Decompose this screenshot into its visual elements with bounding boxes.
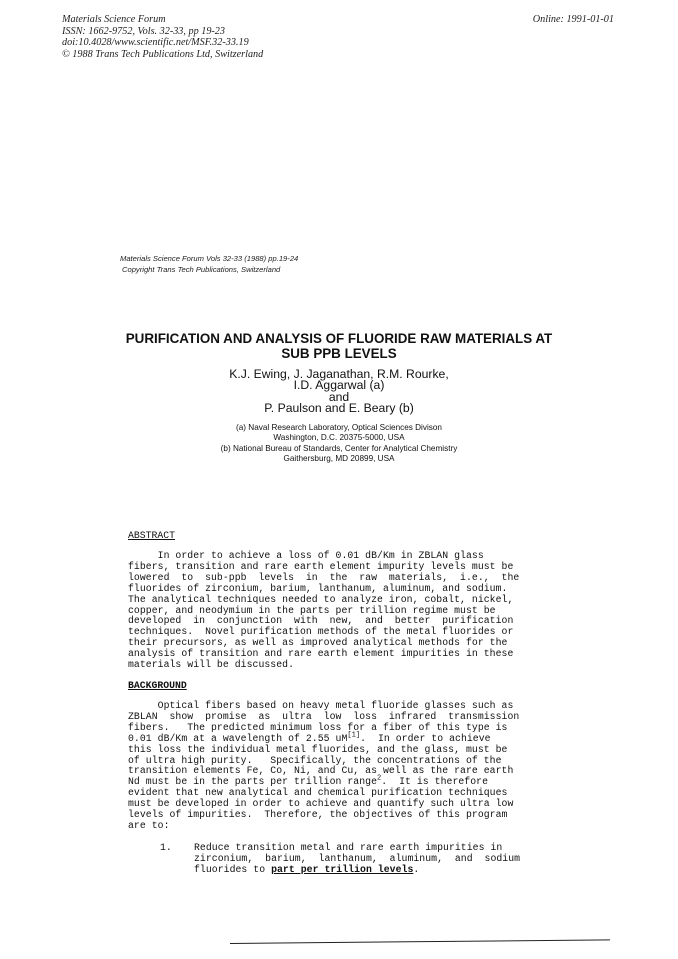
background-line: fibers. The predicted minimum loss for a fiber of this type is: [128, 721, 508, 733]
affiliation-b-line1: (b) National Bureau of Standards, Center for Analytical Chemistry: [220, 443, 458, 453]
copyright-line: © 1988 Trans Tech Publications Ltd, Switzerland: [62, 48, 264, 60]
publication-note-line1: Materials Science Forum Vols 32-33 (1988) pp.19-24: [120, 254, 299, 263]
authors-line3: and: [328, 389, 350, 404]
abstract-line: The analytical techniques needed to analyze iron, cobalt, nickel,: [128, 593, 514, 605]
citation-reference-2: 2: [377, 775, 382, 784]
abstract-line: developed in conjunction with new, and better purification: [128, 615, 514, 627]
background-line: transition elements Fe, Co, Ni, and Cu, as well as the rare earth: [128, 765, 514, 777]
background-heading: BACKGROUND: [128, 680, 187, 691]
background-line-text: 0.01 dB/Km at a wavelength of 2.55 uM: [128, 732, 348, 744]
background-line: ZBLAN show promise as ultra low loss infrared transmission: [128, 710, 520, 722]
abstract-line: lowered to sub-ppb levels in the raw materials, i.e., the: [128, 571, 520, 583]
background-line-tail: . It is therefore: [381, 776, 489, 788]
background-line-with-citation: [128, 731, 562, 745]
affiliation-a-line2: Washington, D.C. 20375-5000, USA: [273, 433, 405, 443]
publication-note-line2: Copyright Trans Tech Publications, Switzerland: [122, 264, 281, 274]
abstract-line: analysis of transition and rare earth element impurities in these: [128, 648, 514, 660]
background-line: must be developed in order to achieve and quantify such ultra low: [128, 798, 514, 810]
objective-line-prefix: fluorides to: [194, 863, 272, 875]
objective-text: [194, 843, 564, 876]
background-line-text: Nd must be in the parts per trillion range: [128, 776, 378, 788]
doi-line: doi:10.4028/www.scientific.net/MSF.32-33.19: [62, 37, 249, 49]
background-line: of ultra high purity. Specifically, the concentrations of the: [128, 754, 502, 766]
title-line2: SUB PPB LEVELS: [281, 346, 397, 361]
authors-line1: K.J. Ewing, J. Jaganathan, R.M. Rourke,: [229, 367, 449, 381]
footer-rule: [230, 939, 610, 944]
citation-header: [62, 14, 263, 60]
background-line: are to:: [128, 819, 170, 831]
abstract-line: fluorides of zirconium, barium, lanthanum, aluminum, and sodium.: [128, 582, 508, 594]
background-paragraph: [128, 701, 562, 832]
title-line1: PURIFICATION AND ANALYSIS OF FLUORIDE RAW MATERIALS AT: [125, 331, 553, 346]
paper-title: [100, 331, 578, 361]
publication-note: [120, 254, 298, 275]
abstract-line: fibers, transition and rare earth element impurity levels must be: [128, 560, 514, 572]
objective-line: Reduce transition metal and rare earth impurities in: [194, 842, 503, 853]
abstract-heading: ABSTRACT: [128, 530, 176, 541]
affiliation-a-line1: (a) Naval Research Laboratory, Optical Sciences Divison: [236, 423, 442, 432]
abstract-line: techniques. Novel purification methods of the metal fluorides or: [128, 626, 514, 638]
background-line: levels of impurities. Therefore, the objectives of this program: [128, 809, 508, 821]
objective-number: 1.: [160, 842, 172, 853]
abstract-line: In order to achieve a loss of 0.01 dB/Km in ZBLAN glass: [128, 550, 484, 561]
issn-line: ISSN: 1662-9752, Vols. 32-33, pp 19-23: [62, 25, 225, 37]
citation-reference-1: [1]: [347, 731, 361, 740]
background-line-tail: . In order to achieve: [360, 732, 491, 744]
authors-line4: P. Paulson and E. Beary (b): [264, 401, 414, 416]
authors-line2: I.D. Aggarwal (a): [293, 378, 385, 393]
affiliation-b-line2: Gaithersburg, MD 20899, USA: [283, 454, 395, 464]
abstract-paragraph: [128, 551, 562, 671]
emphasized-phrase: part per trillion levels: [271, 863, 414, 875]
background-line: this loss the individual metal fluorides, and the glass, must be: [128, 743, 508, 755]
objective-line: zirconium, barium, lanthanum, aluminum, and sodium: [194, 852, 521, 864]
objective-line-suffix: .: [413, 863, 420, 875]
abstract-line: materials will be discussed.: [128, 659, 295, 671]
background-line: Optical fibers based on heavy metal fluoride glasses such as: [128, 700, 514, 711]
online-date: Online: 1991-01-01: [532, 14, 614, 25]
author-block: [120, 369, 558, 415]
background-line: evident that new analytical and chemical purification techniques: [128, 787, 508, 799]
abstract-line: their precursors, as well as improved analytical methods for the: [128, 637, 508, 649]
journal-name: Materials Science Forum: [62, 14, 166, 25]
affiliations: [100, 423, 578, 465]
objective-line: [194, 865, 564, 876]
abstract-line: copper, and neodymium in the parts per trillion regime must be: [128, 604, 496, 616]
